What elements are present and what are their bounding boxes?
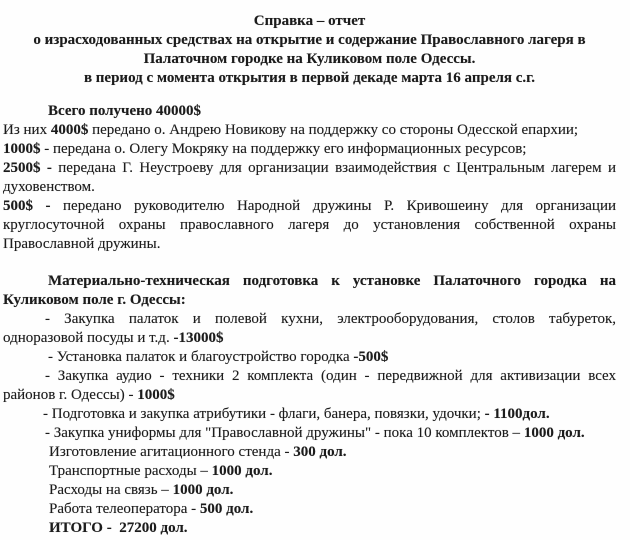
expense-text: Расходы на связь – (49, 482, 173, 498)
expense-amount: - 1100дол. (484, 406, 550, 422)
allocation-line-media (3, 140, 616, 159)
expense-item-tents-setup (3, 348, 616, 367)
title-line-1: Справка – отчет (253, 13, 366, 29)
funds-section (3, 102, 616, 254)
expense-amount: -500$ (353, 349, 389, 365)
material-section (3, 272, 616, 538)
expense-text: Изготовление агитационного стенда - (49, 444, 294, 460)
material-section-heading: Материально-техническая подготовка к установке Палаточного городка на Куликовом поле г. Одессы: (3, 273, 616, 308)
allocation-text: - передана о. Олегу Мокряку на поддержку его информационных ресурсов; (40, 141, 527, 157)
allocation-line-eparchy (3, 121, 616, 140)
expense-amount: 1000 дол. (523, 425, 585, 441)
expense-item-audio (3, 367, 616, 405)
expense-item-attributes (3, 405, 616, 424)
expense-item-camera-operator (3, 500, 616, 519)
expense-item-uniforms (3, 424, 616, 443)
expense-amount: 500 дол. (199, 501, 254, 517)
title-line-4: в период с момента открытия в первой декаде марта 16 апреля с.г. (83, 70, 536, 86)
expense-text: Транспортные расходы – (49, 463, 212, 479)
expense-item-communication (3, 481, 616, 500)
allocation-amount: 500$ - (3, 198, 51, 214)
expense-item-transport (3, 462, 616, 481)
expense-item-stand (3, 443, 616, 462)
document-title (3, 12, 616, 88)
expense-amount: 1000 дол. (172, 482, 234, 498)
expense-item-tents-purchase (3, 310, 616, 348)
total-received-line: Всего получено 40000$ (48, 103, 202, 119)
expense-text: - Закупка палаток и полевой кухни, электрооборудования, столов табуреток, одноразовой посуды и т.д. (3, 311, 616, 346)
allocation-amount: 1000$ (3, 141, 41, 157)
expense-text: - Установка палаток и благоустройство городка (48, 349, 354, 365)
allocation-line-coordination (3, 159, 616, 197)
allocation-text: передана Г. Неустроеву для организации взаимодействия с Центральным лагерем и духовенством. (3, 160, 616, 195)
expense-text: - Подготовка и закупка атрибутики - флаги, банера, повязки, удочки; (43, 406, 485, 422)
allocation-text: передано о. Андрею Новикову на поддержку со стороны Одесской епархии; (88, 122, 579, 138)
expense-text: Работа телеоператора - (49, 501, 200, 517)
allocation-amount: 4000$ (50, 122, 89, 138)
expense-text: - Закупка аудио - техники 2 комплекта (один - передвижной для активизации всех районов г. Одессы) - (3, 368, 616, 403)
expense-amount: 1000 дол. (211, 463, 273, 479)
title-line-3: Палаточном городке на Куликовом поле Одессы. (143, 51, 476, 67)
allocation-text: передано руководителю Народной дружины Р. Кривошеину для организации круглосуточной охраны православного лагеря до установления собственной охраны Православной дружины. (3, 198, 617, 252)
allocation-line-security (3, 197, 616, 254)
allocation-amount: 2500$ - (3, 160, 52, 176)
title-line-2: о израсходованных средствах на открытие и содержание Православного лагеря в (33, 32, 586, 48)
grand-total-line: ИТОГО - 27200 дол. (49, 520, 188, 536)
expense-amount: -13000$ (173, 330, 224, 346)
allocation-text: Из них (3, 122, 51, 138)
expense-amount: 300 дол. (293, 444, 347, 460)
expense-text: - Закупка униформы для "Православной дружины" - пока 10 комплектов – (45, 425, 524, 441)
expense-amount: 1000$ (137, 387, 175, 403)
